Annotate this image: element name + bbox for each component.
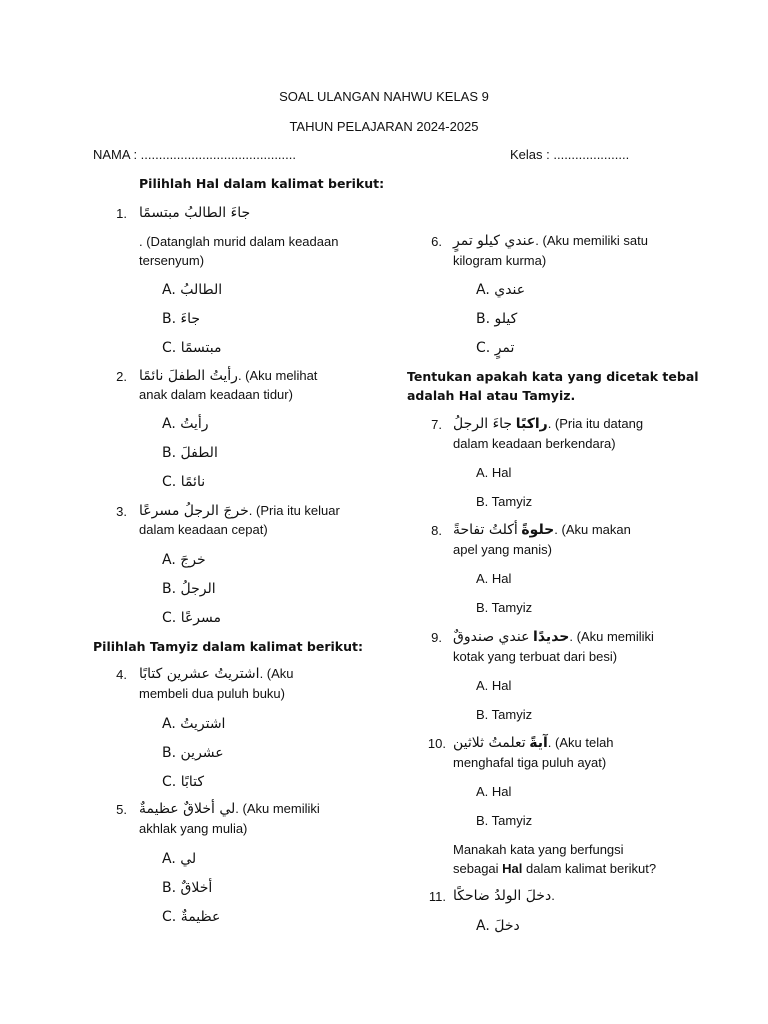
arabic-sentence: لي أخلاقٌ عظيمةٌ [139, 801, 236, 817]
translation: membeli dua puluh buku) [139, 686, 285, 701]
option-b[interactable]: B. الرجلُ [162, 581, 216, 597]
option-a[interactable]: A. لي [162, 851, 197, 867]
bold-word: آيةً [529, 735, 548, 751]
arabic-sentence: اشتريتُ عشرين كتابًا [139, 666, 260, 682]
translation: akhlak yang mulia) [139, 821, 248, 836]
translation: . (Pria itu keluar [248, 503, 340, 518]
question-number: 6. [431, 234, 442, 249]
option-b[interactable]: B. Tamyiz [476, 707, 533, 722]
translation: . (Aku memiliki [235, 801, 320, 816]
translation: kotak yang terbuat dari besi) [453, 649, 618, 664]
arabic-sentence: دخلَ الولدُ ضاحكًا [453, 888, 552, 904]
question-number: 4. [116, 667, 127, 682]
option-a[interactable]: A. Hal [476, 784, 512, 799]
option-b[interactable]: B. الطفلَ [162, 445, 218, 461]
question-line [453, 521, 631, 539]
question-number: 10. [427, 736, 446, 751]
translation: . (Pria itu datang [547, 416, 644, 431]
question-line [453, 232, 648, 250]
instruction-text: dalam kalimat berikut? [522, 861, 657, 876]
translation: . (Aku memiliki [569, 629, 654, 644]
option-b[interactable]: B. Tamyiz [476, 600, 533, 615]
option-b[interactable]: B. Tamyiz [476, 494, 533, 509]
bold-word: حلوةً [521, 522, 555, 538]
option-b[interactable]: B. عشرين [162, 745, 224, 761]
option-c[interactable]: C. كتابًا [162, 774, 205, 790]
section-instruction: Manakah kata yang berfungsi [453, 842, 624, 857]
option-a[interactable]: A. Hal [476, 571, 512, 586]
arabic-sentence: جاءَ الطالبُ مبتسمًا [139, 205, 251, 221]
class-field: Kelas : ..................... [510, 147, 630, 162]
option-b[interactable]: B. كيلو [476, 311, 518, 327]
name-field: NAMA : ........................................... [93, 147, 296, 162]
option-b[interactable]: B. جاءَ [162, 311, 201, 327]
arabic-sentence: جاءَ الرجلُ [453, 416, 513, 432]
question-line [139, 800, 320, 818]
question-line [453, 887, 555, 905]
option-a[interactable]: A. Hal [476, 465, 512, 480]
translation: apel yang manis) [453, 542, 552, 557]
arabic-sentence: رأيتُ الطفلَ نائمًا [139, 368, 238, 384]
translation: . (Aku memiliki satu [535, 233, 648, 248]
instruction-text: sebagai [453, 861, 503, 876]
option-b[interactable]: B. أخلاقٌ [162, 880, 213, 896]
question-number: 9. [431, 630, 442, 645]
option-a[interactable]: A. Hal [476, 678, 512, 693]
question-line [453, 628, 654, 646]
bold-word: حديدًا [533, 629, 570, 645]
translation: . [551, 888, 555, 903]
option-a[interactable]: A. الطالبُ [162, 282, 223, 298]
instruction-bold-word: Hal [502, 861, 523, 876]
translation: menghafal tiga puluh ayat) [453, 755, 607, 770]
question-number: 8. [431, 523, 442, 538]
academic-year: TAHUN PELAJARAN 2024-2025 [289, 119, 479, 134]
exam-title: SOAL ULANGAN NAHWU KELAS 9 [279, 89, 489, 104]
translation: dalam keadaan cepat) [139, 522, 268, 537]
option-c[interactable]: C. مبتسمًا [162, 340, 222, 356]
option-a[interactable]: A. دخلَ [476, 918, 520, 934]
translation: . (Aku makan [554, 522, 631, 537]
translation: dalam keadaan berkendara) [453, 436, 616, 451]
question-line [453, 415, 643, 433]
question-number: 7. [431, 417, 442, 432]
section-heading-hal: Pilihlah Hal dalam kalimat berikut: [139, 176, 385, 191]
translation: anak dalam keadaan tidur) [139, 387, 293, 402]
option-a[interactable]: A. اشتريتُ [162, 716, 226, 732]
section-heading-hal-tamyiz: Tentukan apakah kata yang dicetak tebal [407, 369, 699, 384]
option-c[interactable]: C. مسرعًا [162, 610, 222, 626]
arabic-sentence: خرجَ الرجلُ مسرعًا [139, 503, 249, 519]
arabic-sentence: أكلتُ تفاحةً [453, 522, 518, 538]
option-a[interactable]: A. رأيتُ [162, 416, 209, 432]
option-a[interactable]: A. عندي [476, 282, 526, 298]
question-line [139, 665, 294, 683]
section-heading-hal-tamyiz-cont: adalah Hal atau Tamyiz. [407, 388, 576, 403]
option-a[interactable]: A. خرجَ [162, 552, 206, 568]
translation: . (Datanglah murid dalam keadaan [139, 234, 339, 249]
question-number: 2. [116, 369, 127, 384]
translation: tersenyum) [139, 253, 205, 268]
arabic-sentence: تعلمتُ ثلاثين [453, 735, 526, 751]
question-line [139, 367, 317, 385]
translation: kilogram kurma) [453, 253, 547, 268]
translation: . (Aku [259, 666, 294, 681]
option-c[interactable]: C. عظيمةٌ [162, 909, 221, 925]
option-b[interactable]: B. Tamyiz [476, 813, 533, 828]
option-c[interactable]: C. نائمًا [162, 474, 206, 490]
question-line [139, 502, 340, 520]
question-number: 3. [116, 504, 127, 519]
question-number: 11. [428, 889, 446, 904]
question-number: 5. [116, 802, 127, 817]
section-instruction-cont [453, 860, 656, 878]
question-line [453, 734, 614, 752]
section-heading-tamyiz: Pilihlah Tamyiz dalam kalimat berikut: [93, 639, 363, 654]
translation: . (Aku telah [547, 735, 614, 750]
bold-word: راكبًا [515, 416, 548, 432]
option-c[interactable]: C. تمرٍ [476, 340, 515, 356]
arabic-sentence: عندي صندوقٌ [453, 629, 530, 645]
arabic-sentence: عندي كيلو تمرٍ [453, 233, 536, 249]
translation: . (Aku melihat [237, 368, 318, 383]
question-number: 1. [116, 206, 127, 221]
